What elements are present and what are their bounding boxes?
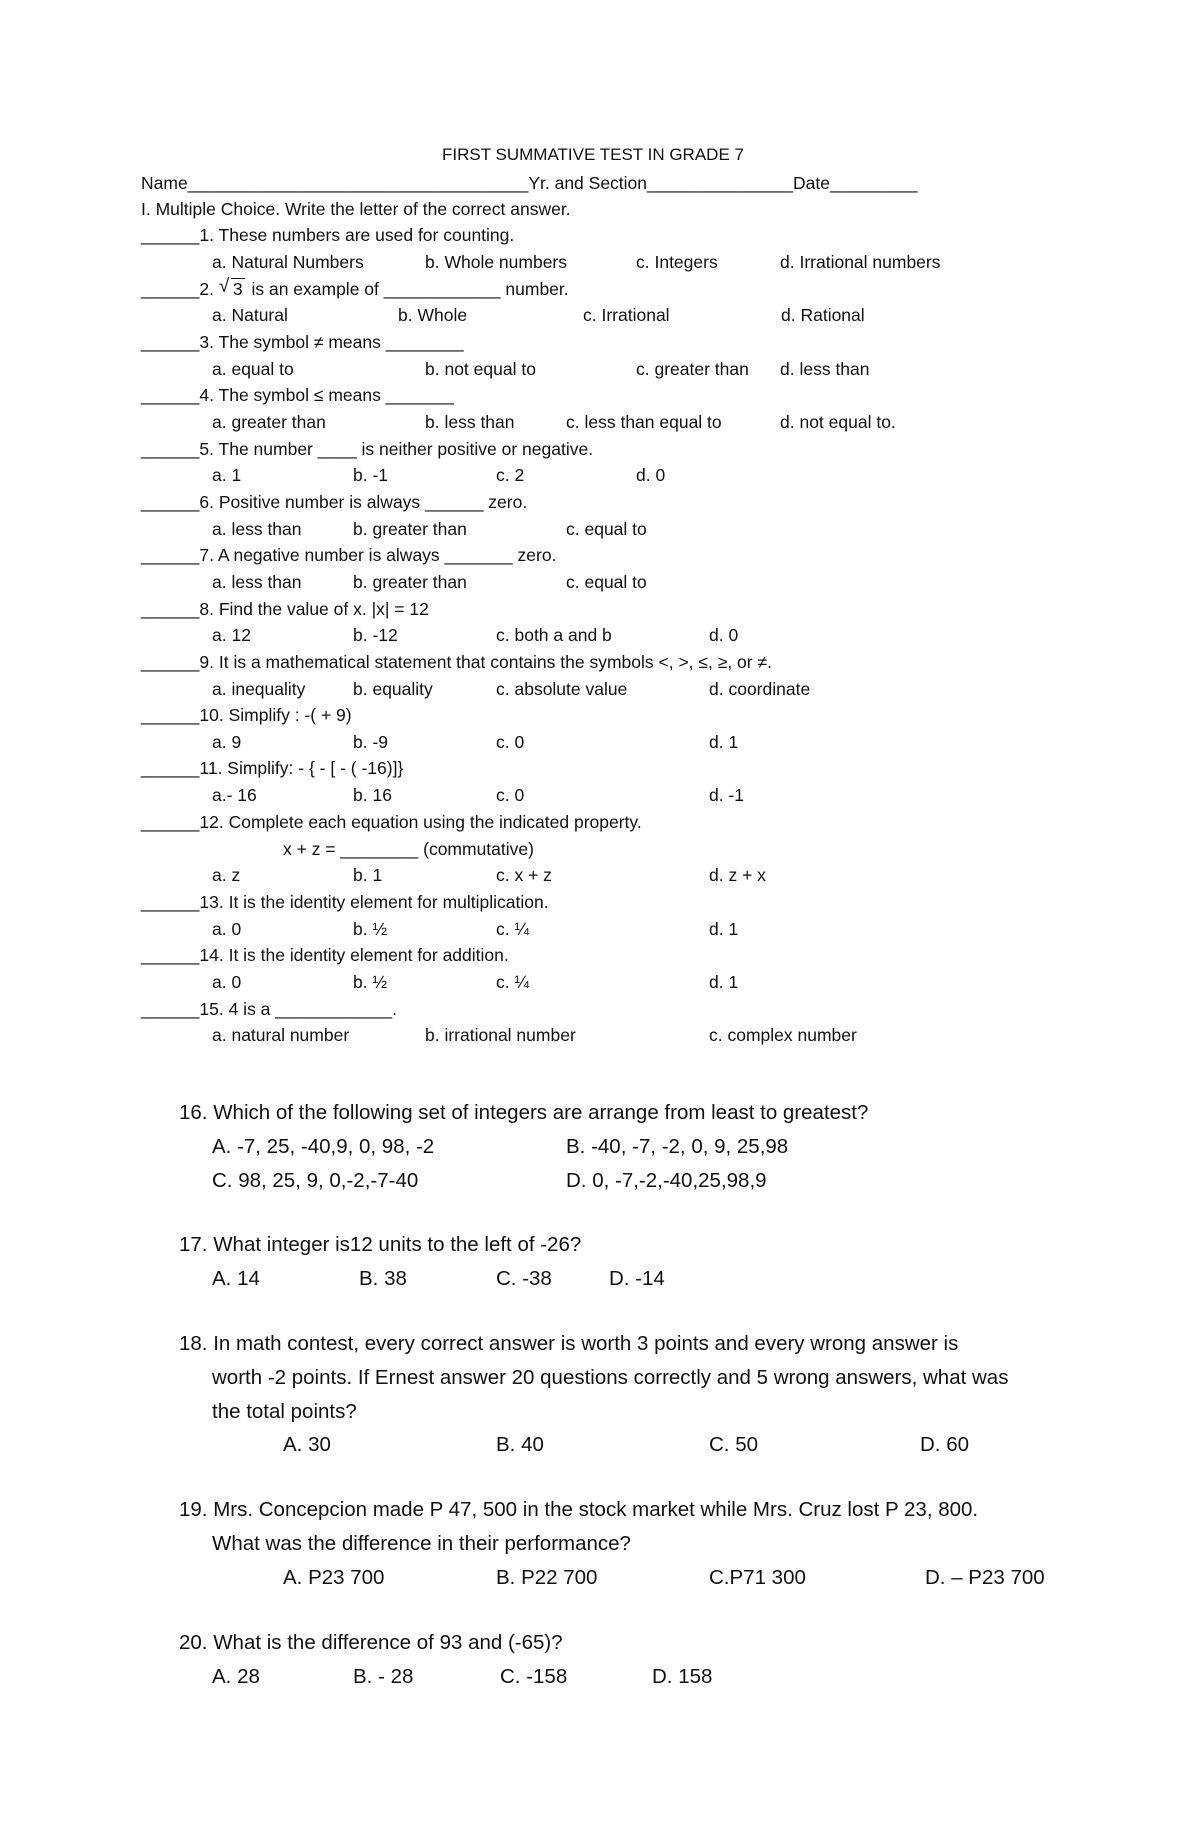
- q18-choice-b: B. 40: [496, 1433, 544, 1456]
- q7-choice-b: b. greater than: [353, 572, 467, 592]
- q12-choice-b: b. 1: [353, 865, 383, 885]
- question-18-line-2: worth -2 points. If Ernest answer 20 questions correctly and 5 wrong answers, what was: [212, 1366, 1009, 1389]
- q2-choice-b: b. Whole: [398, 305, 468, 325]
- q15-choice-b: b. irrational number: [425, 1025, 576, 1045]
- question-5-stem: ______5. The number ____ is neither positive or negative.: [141, 439, 594, 459]
- q5-choice-c: c. 2: [496, 465, 525, 485]
- q16-choice-c: C. 98, 25, 9, 0,-2,-7-40: [212, 1169, 419, 1192]
- q5-choice-b: b. -1: [353, 465, 389, 485]
- q14-choice-a: a. 0: [212, 972, 242, 992]
- question-6-stem: ______6. Positive number is always ______ zero.: [141, 492, 528, 512]
- q9-choice-c: c. absolute value: [496, 679, 628, 699]
- question-11-stem: ______11. Simplify: - { - [ - ( -16)]}: [141, 758, 404, 778]
- question-15-stem: ______15. 4 is a ____________.: [141, 999, 397, 1019]
- q10-choice-b: b. -9: [353, 732, 389, 752]
- q7-choice-c: c. equal to: [566, 572, 647, 592]
- question-13-stem: ______13. It is the identity element for multiplication.: [141, 892, 549, 912]
- q14-choice-c: c. ¼: [496, 972, 530, 992]
- q15-choice-c: c. complex number: [709, 1025, 857, 1045]
- q4-choice-b: b. less than: [425, 412, 515, 432]
- question-14-stem: ______14. It is the identity element for addition.: [141, 945, 509, 965]
- question-8-stem: ______8. Find the value of x. |x| = 12: [141, 599, 429, 619]
- q13-choice-a: a. 0: [212, 919, 242, 939]
- q3-choice-a: a. equal to: [212, 359, 294, 379]
- q3-choice-c: c. greater than: [636, 359, 749, 379]
- q8-choice-d: d. 0: [709, 625, 739, 645]
- q1-choice-d: d. Irrational numbers: [780, 252, 941, 272]
- q8-choice-c: c. both a and b: [496, 625, 612, 645]
- question-9-stem: ______9. It is a mathematical statement that contains the symbols <, >, ≤, ≥, or ≠.: [141, 652, 772, 672]
- q1-choice-a: a. Natural Numbers: [212, 252, 364, 272]
- q11-choice-a: a.- 16: [212, 785, 257, 805]
- q18-choice-d: D. 60: [920, 1433, 969, 1456]
- q16-choice-a: A. -7, 25, -40,9, 0, 98, -2: [212, 1135, 435, 1158]
- q8-choice-b: b. -12: [353, 625, 398, 645]
- q9-choice-d: d. coordinate: [709, 679, 811, 699]
- question-20-stem: 20. What is the difference of 93 and (-65)?: [179, 1631, 563, 1654]
- question-16-stem: 16. Which of the following set of integers are arrange from least to greatest?: [179, 1101, 869, 1124]
- q10-choice-a: a. 9: [212, 732, 242, 752]
- q9-choice-b: b. equality: [353, 679, 433, 699]
- q18-choice-c: C. 50: [709, 1433, 758, 1456]
- q11-choice-d: d. -1: [709, 785, 745, 805]
- q4-choice-c: c. less than equal to: [566, 412, 722, 432]
- q20-choice-b: B. - 28: [353, 1665, 414, 1688]
- q18-choice-a: A. 30: [283, 1433, 331, 1456]
- question-18-line-1: 18. In math contest, every correct answer is worth 3 points and every wrong answer is: [179, 1332, 959, 1355]
- question-3-stem: ______3. The symbol ≠ means ________: [141, 332, 464, 352]
- question-12-stem: ______12. Complete each equation using the indicated property.: [141, 812, 642, 832]
- q12-choice-a: a. z: [212, 865, 241, 885]
- q13-choice-d: d. 1: [709, 919, 739, 939]
- q17-choice-a: A. 14: [212, 1267, 260, 1290]
- q5-choice-a: a. 1: [212, 465, 242, 485]
- q3-choice-d: d. less than: [780, 359, 870, 379]
- q11-choice-b: b. 16: [353, 785, 392, 805]
- square-root-symbol: √ 3: [218, 276, 243, 299]
- q12-equation: x + z = ________ (commutative): [283, 839, 534, 859]
- question-19-line-1: 19. Mrs. Concepcion made P 47, 500 in the stock market while Mrs. Cruz lost P 23, 800.: [179, 1498, 979, 1521]
- q2-stem-suffix: is an example of ____________ number.: [246, 279, 569, 299]
- radicand: 3: [232, 279, 243, 299]
- q20-choice-c: C. -158: [500, 1665, 568, 1688]
- name-section-date-line: Name___________________________________Yr. and Section_______________Date_________: [141, 173, 918, 193]
- q2-choice-d: d. Rational: [781, 305, 865, 325]
- q19-choice-a: A. P23 700: [283, 1566, 385, 1589]
- q19-choice-b: B. P22 700: [496, 1566, 598, 1589]
- q12-choice-c: c. x + z: [496, 865, 552, 885]
- question-4-stem: ______4. The symbol ≤ means _______: [141, 385, 454, 405]
- q19-choice-c: C.P71 300: [709, 1566, 806, 1589]
- q2-choice-c: c. Irrational: [583, 305, 670, 325]
- question-7-stem: ______7. A negative number is always _______ zero.: [141, 545, 557, 565]
- q16-choice-d: D. 0, -7,-2,-40,25,98,9: [566, 1169, 767, 1192]
- page-title: FIRST SUMMATIVE TEST IN GRADE 7: [442, 145, 744, 164]
- q7-choice-a: a. less than: [212, 572, 302, 592]
- q11-choice-c: c. 0: [496, 785, 525, 805]
- q20-choice-a: A. 28: [212, 1665, 260, 1688]
- question-2-stem: [141, 278, 569, 300]
- q17-choice-c: C. -38: [496, 1267, 552, 1290]
- q15-choice-a: a. natural number: [212, 1025, 350, 1045]
- q14-choice-d: d. 1: [709, 972, 739, 992]
- q17-choice-b: B. 38: [359, 1267, 407, 1290]
- question-10-stem: ______10. Simplify : -( + 9): [141, 705, 352, 725]
- q10-choice-d: d. 1: [709, 732, 739, 752]
- q10-choice-c: c. 0: [496, 732, 525, 752]
- q12-choice-d: d. z + x: [709, 865, 766, 885]
- question-1-stem: ______1. These numbers are used for counting.: [141, 225, 515, 245]
- q13-choice-b: b. ½: [353, 919, 388, 939]
- q17-choice-d: D. -14: [609, 1267, 665, 1290]
- q6-choice-c: c. equal to: [566, 519, 647, 539]
- q19-choice-d: D. – P23 700: [925, 1566, 1045, 1589]
- question-17-stem: 17. What integer is12 units to the left of -26?: [179, 1233, 582, 1256]
- q20-choice-d: D. 158: [652, 1665, 713, 1688]
- q6-choice-a: a. less than: [212, 519, 302, 539]
- q2-choice-a: a. Natural: [212, 305, 288, 325]
- q5-choice-d: d. 0: [636, 465, 666, 485]
- q3-choice-b: b. not equal to: [425, 359, 536, 379]
- q16-choice-b: B. -40, -7, -2, 0, 9, 25,98: [566, 1135, 789, 1158]
- question-19-line-2: What was the difference in their performance?: [212, 1532, 631, 1555]
- question-18-line-3: the total points?: [212, 1400, 357, 1423]
- q4-choice-a: a. greater than: [212, 412, 326, 432]
- q14-choice-b: b. ½: [353, 972, 388, 992]
- q1-choice-b: b. Whole numbers: [425, 252, 568, 272]
- q6-choice-b: b. greater than: [353, 519, 467, 539]
- q2-stem-prefix: ______2.: [141, 279, 219, 299]
- q8-choice-a: a. 12: [212, 625, 251, 645]
- q9-choice-a: a. inequality: [212, 679, 306, 699]
- section-instruction: I. Multiple Choice. Write the letter of the correct answer.: [141, 199, 571, 219]
- q13-choice-c: c. ¼: [496, 919, 530, 939]
- q1-choice-c: c. Integers: [636, 252, 718, 272]
- q4-choice-d: d. not equal to.: [780, 412, 896, 432]
